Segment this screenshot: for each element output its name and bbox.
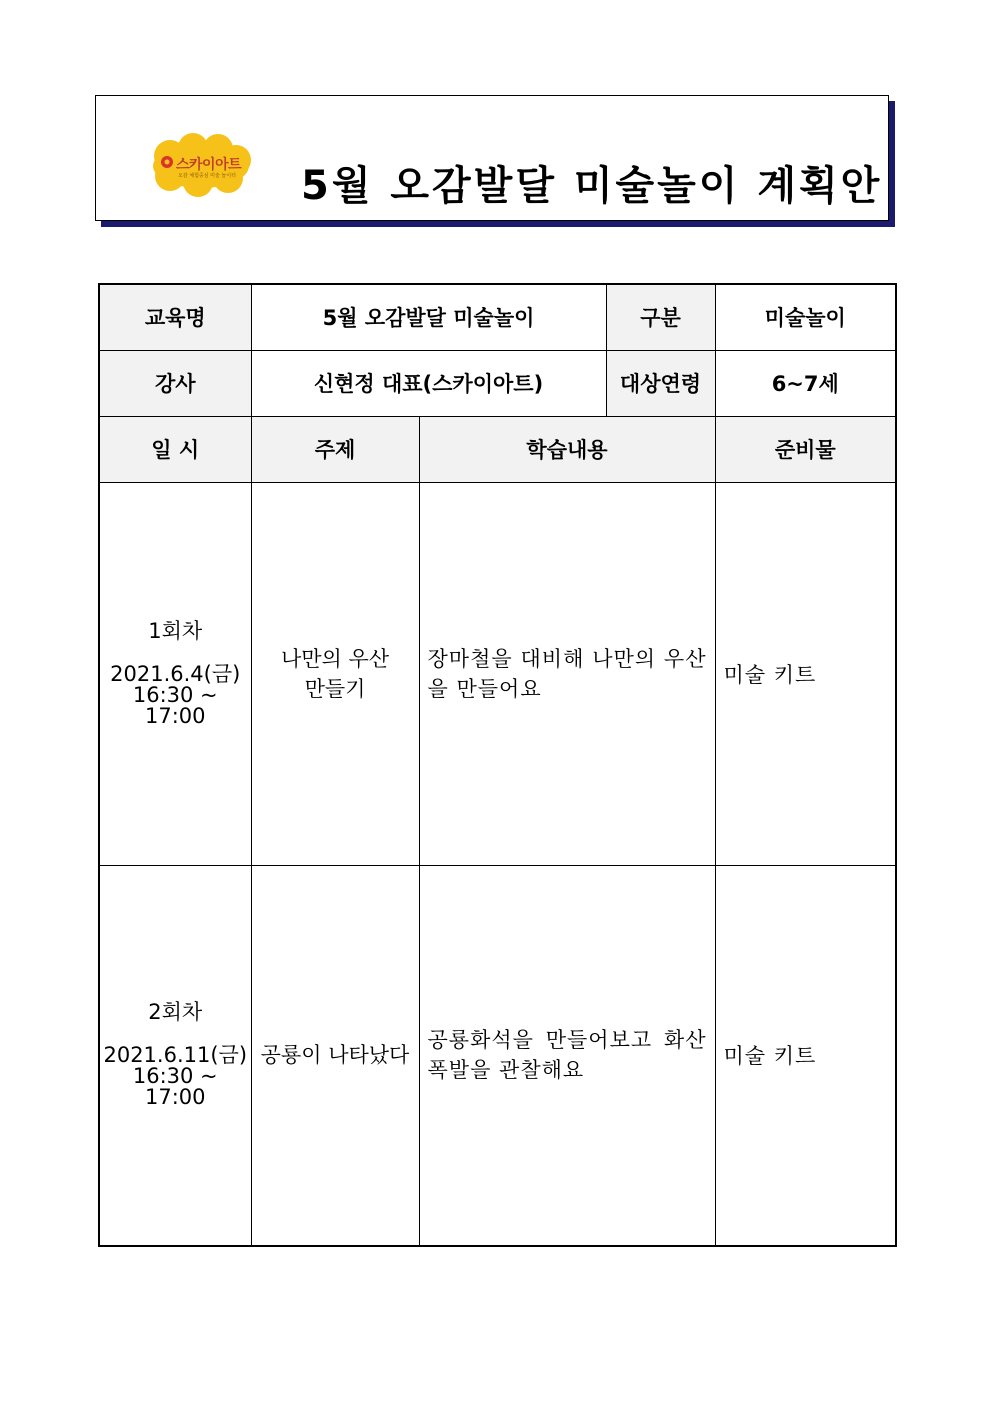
course-value: 5월 오감발달 미술놀이 [251, 284, 606, 350]
session-content: 장마철을 대비해 나만의 우산을 만들어요 [419, 482, 715, 865]
session-topic-line2: 만들기 [304, 676, 366, 701]
logo-text: 스카이아트 [176, 157, 242, 173]
category-label: 구분 [606, 284, 715, 350]
session-time: 16:30 ~ 17:00 [132, 1064, 218, 1110]
instructor-value: 신현정 대표(스카이아트) [251, 350, 606, 416]
course-row [99, 284, 896, 350]
session-topic-line1: 나만의 우산 [280, 646, 390, 671]
col-header-topic: 주제 [251, 416, 419, 482]
logo-subtitle: 오감 체험중심 미술 놀이터 [178, 173, 236, 179]
session-date: 2021.6.11(금) [103, 1043, 248, 1068]
col-header-content: 학습내용 [419, 416, 715, 482]
session-round: 1회차 [148, 618, 203, 643]
title-box [95, 95, 889, 221]
instructor-label: 강사 [99, 350, 251, 416]
col-header-materials: 준비물 [715, 416, 896, 482]
session-materials: 미술 키트 [715, 482, 896, 865]
skyart-logo [148, 132, 254, 198]
session-materials: 미술 키트 [715, 865, 896, 1246]
session-date: 2021.6.4(금) [110, 661, 241, 686]
age-label: 대상연령 [606, 350, 715, 416]
session-datetime [99, 482, 251, 865]
plan-table [98, 283, 897, 1247]
column-header-row [99, 416, 896, 482]
session-topic [251, 482, 419, 865]
session-round: 2회차 [148, 1000, 203, 1025]
col-header-datetime: 일 시 [99, 416, 251, 482]
age-value: 6~7세 [715, 350, 896, 416]
course-label: 교육명 [99, 284, 251, 350]
session-content: 공룡화석을 만들어보고 화산폭발을 관찰해요 [419, 865, 715, 1246]
session-row [99, 482, 896, 865]
category-value: 미술놀이 [715, 284, 896, 350]
page-title: 5월 오감발달 미술놀이 계획안 [301, 163, 883, 209]
session-row [99, 865, 896, 1246]
session-datetime [99, 865, 251, 1246]
instructor-row [99, 350, 896, 416]
session-topic [251, 865, 419, 1246]
session-topic-line1: 공룡이 나타났다 [260, 1043, 410, 1068]
session-time: 16:30 ~ 17:00 [132, 682, 218, 728]
